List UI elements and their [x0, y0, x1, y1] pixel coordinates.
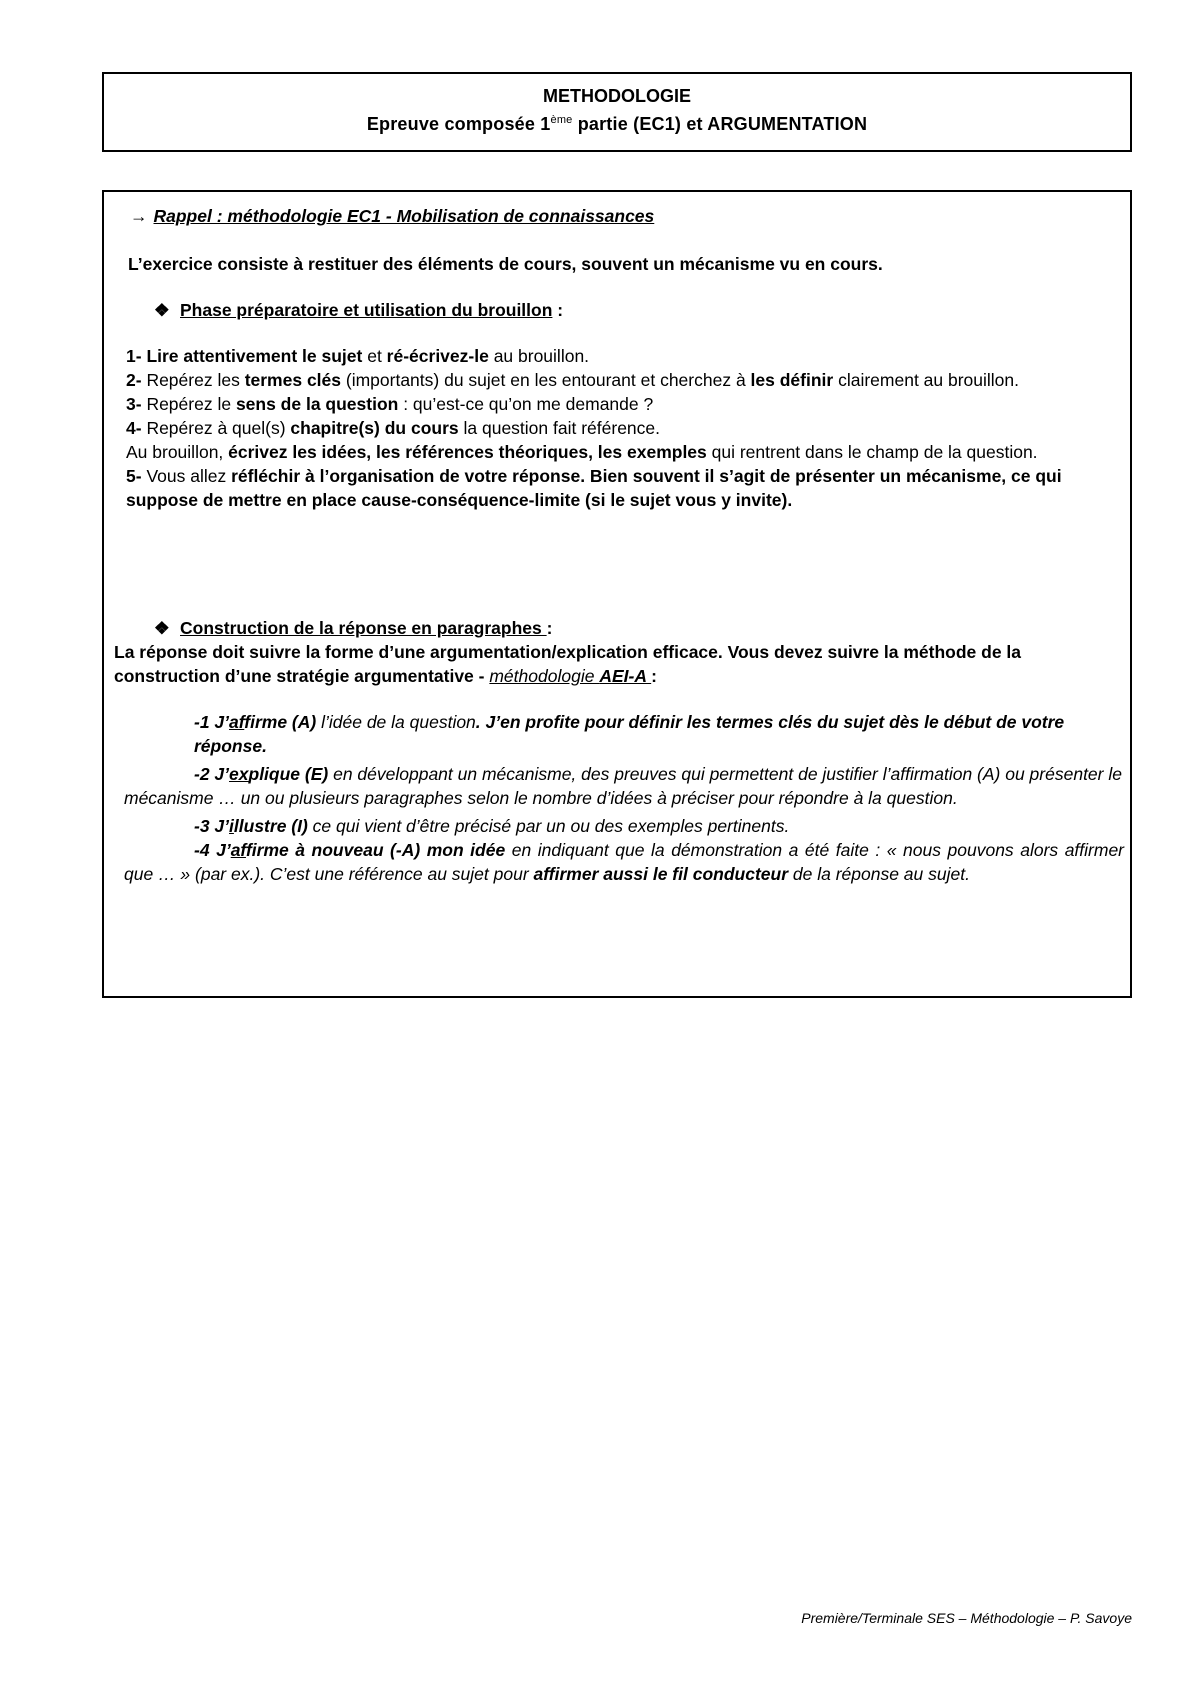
arrow-icon: → — [130, 206, 148, 226]
diamond-bullet-icon: ❖ — [154, 300, 170, 320]
step-4-note: Au brouillon, écrivez les idées, les références théoriques, les exemples qui rentrent dans le champ de la question. — [126, 442, 1038, 462]
rappel-text: Rappel : méthodologie EC1 - Mobilisation de connaissances — [153, 206, 655, 226]
subtitle-superscript: ème — [550, 114, 573, 126]
intro-text: L’exercice consiste à restituer des éléments de cours, souvent un mécanisme vu en cours. — [128, 254, 883, 274]
aei-step-1: -1 J’affirme (A) l’idée de la question. J’en profite pour définir les termes clés du sujet dès le début de votre réponse. — [194, 712, 1065, 756]
aei-step-2: -2 J’explique (E) en développant un mécanisme, des preuves qui permettent de justifier l’affirmation (A) ou présenter le mécanisme … un ou plusieurs paragraphes selon le nombre d’idées à préciser pour répondre à la question. — [124, 764, 1122, 808]
step-2: 2- Repérez les termes clés (importants) du sujet en les entourant et cherchez à les définir clairement au brouillon. — [126, 370, 1020, 390]
phase2-label: Construction de la réponse en paragraphes — [180, 618, 547, 638]
phase1-colon: : — [552, 300, 564, 320]
construction-intro: La réponse doit suivre la forme d’une argumentation/explication efficace. Vous devez suivre la méthode de la construction d’une stratégie argumentative - méthodologie AEI-A : — [114, 642, 1022, 686]
page-title: METHODOLOGIE — [543, 86, 691, 106]
phase1-label: Phase préparatoire et utilisation du brouillon — [180, 300, 553, 320]
subtitle-part: Epreuve composée 1 — [366, 114, 551, 134]
title-box — [102, 72, 1132, 152]
rappel-heading — [130, 204, 654, 228]
steps-list — [126, 344, 1116, 512]
aei-step-3: -3 J’illustre (I) ce qui vient d’être précisé par un ou des exemples pertinents. — [194, 816, 790, 836]
phase1-heading — [154, 298, 563, 322]
content-box — [102, 190, 1132, 998]
step-4: 4- Repérez à quel(s) chapitre(s) du cours la question fait référence. — [126, 418, 661, 438]
aei-step-4: -4 J’affirme à nouveau (-A) mon idée en indiquant que la démonstration a été faite : « nous pouvons alors affirmer que … » (par ex.). C’est une référence au sujet pour affirmer aussi le fil conducteur de la réponse au sujet. — [124, 840, 1124, 884]
step-5: 5- Vous allez réfléchir à l’organisation de votre réponse. Bien souvent il s’agit de présenter un mécanisme, ce qui suppose de mettre en place cause-conséquence-limite (si le sujet vous y invite). — [126, 466, 1062, 510]
page-subtitle — [104, 110, 1130, 138]
aei-steps — [124, 710, 1124, 886]
subtitle-part: partie (EC1) et ARGUMENTATION — [572, 114, 868, 134]
step-3: 3- Repérez le sens de la question : qu’est-ce qu’on me demande ? — [126, 394, 654, 414]
diamond-bullet-icon: ❖ — [154, 618, 170, 638]
phase2-heading — [154, 616, 552, 640]
method-link: méthodologie — [489, 666, 600, 686]
method-acronym: AEI-A — [599, 666, 652, 686]
phase2-colon: : — [546, 618, 553, 638]
page-footer: Première/Terminale SES – Méthodologie – P. Savoye — [801, 1610, 1132, 1626]
step-1: 1- Lire attentivement le sujet et ré-écrivez-le au brouillon. — [126, 346, 590, 366]
